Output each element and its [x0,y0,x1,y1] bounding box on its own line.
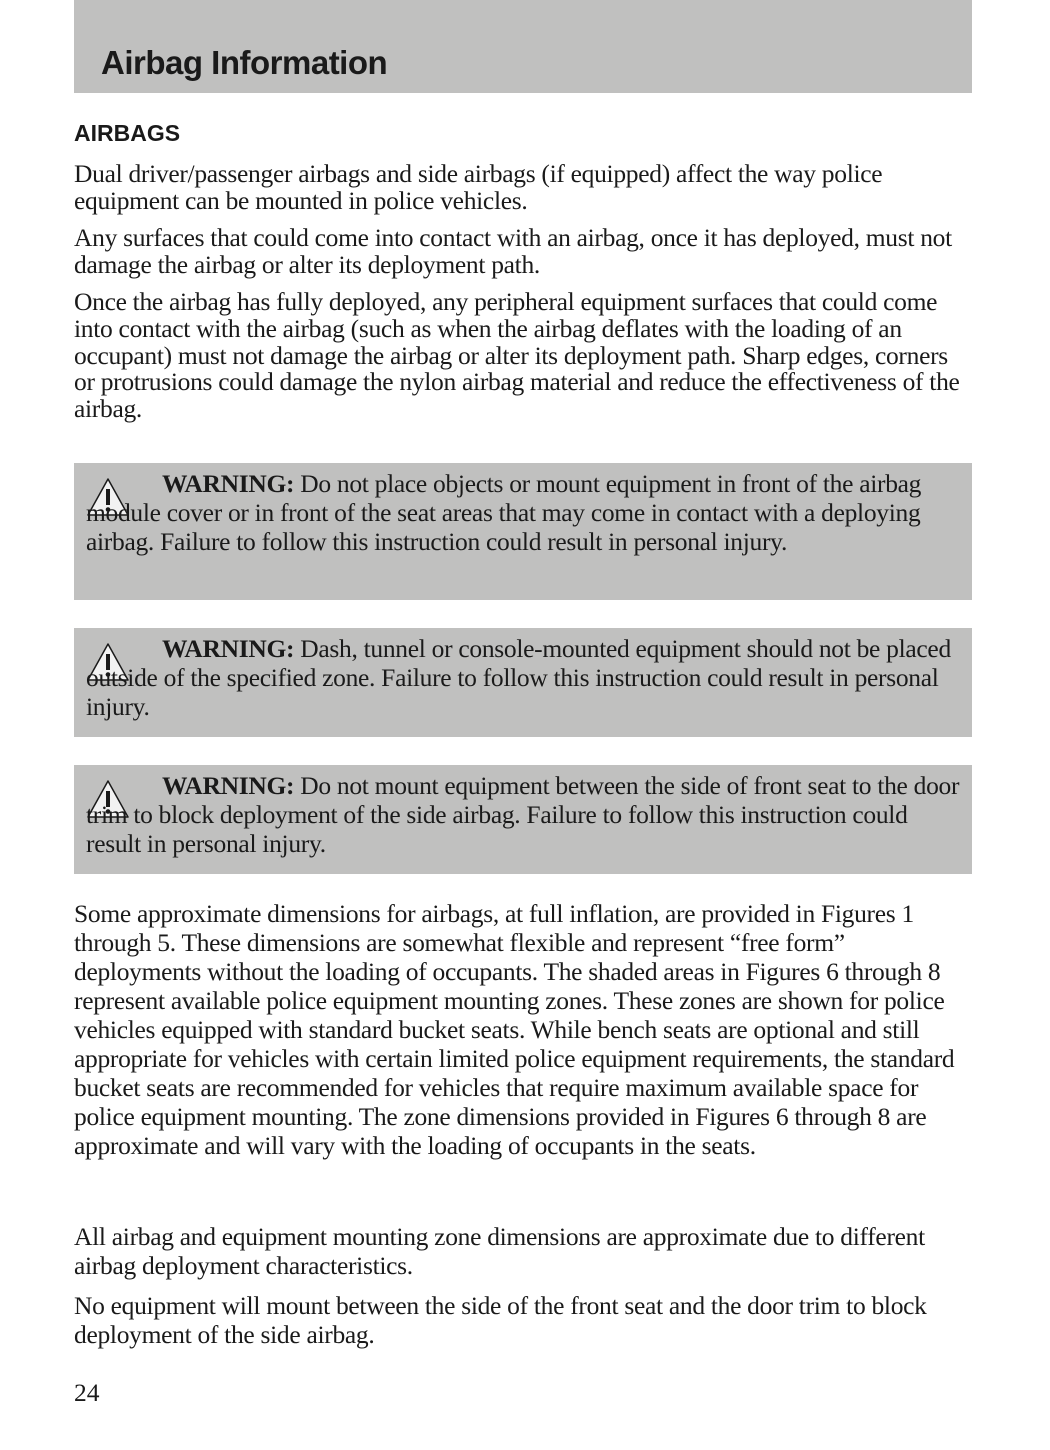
paragraph: Dual driver/passenger airbags and side airbags (if equipped) affect the way police equipment can be mounted in police vehicles. [74,159,883,215]
warning-label: WARNING: [162,771,295,800]
header-band [74,0,972,93]
warning-label: WARNING: [162,469,295,498]
page-title: Airbag Information [101,44,388,81]
page-number: 24 [74,1378,100,1407]
warning-box [74,765,972,874]
paragraph: No equipment will mount between the side of the front seat and the door trim to block deployment of the side airbag. [74,1291,927,1349]
paragraph: Once the airbag has fully deployed, any peripheral equipment surfaces that could come into contact with the airbag (such as when the airbag deflates with the loading of an occupant) must not damage the airbag or alter its deployment path. Sharp edges, corners or protrusions could damage the nylon airbag material and reduce the effectiveness of the airbag. [74,287,960,424]
warning-label: WARNING: [162,634,295,663]
section-heading: AIRBAGS [74,120,181,146]
paragraph: Some approximate dimensions for airbags, at full inflation, are provided in Figures 1 through 5. These dimensions are somewhat flexible and represent “free form” deployments without the loading of occupants. The shaded areas in Figures 6 through 8 represent available police equipment mounting zones. These zones are shown for police vehicles equipped with standard bucket seats. While bench seats are optional and still appropriate for vehicles with certain limited police equipment requirements, the standard bucket seats are recommended for vehicles that require maximum available space for police equipment mounting. The zone dimensions provided in Figures 6 through 8 are approximate and will vary with the loading of occupants in the seats. [74,899,955,1160]
warning-box [74,463,972,600]
warning-text: WARNING: Dash, tunnel or console-mounted equipment should not be placed outside of the specified zone. Failure to follow this instruction could result in personal injury. [86,634,951,721]
paragraph: Any surfaces that could come into contact with an airbag, once it has deployed, must not damage the airbag or alter its deployment path. [74,223,952,279]
warning-text: WARNING: Do not place objects or mount equipment in front of the airbag module cover or in front of the seat areas that may come in contact with a deploying airbag. Failure to follow this instruction could result in personal injury. [86,469,922,556]
warning-box [74,628,972,737]
warning-text: WARNING: Do not mount equipment between the side of front seat to the door trim to block deployment of the side airbag. Failure to follow this instruction could result in personal injury. [86,771,960,858]
paragraph: All airbag and equipment mounting zone dimensions are approximate due to different airbag deployment characteristics. [74,1222,925,1280]
